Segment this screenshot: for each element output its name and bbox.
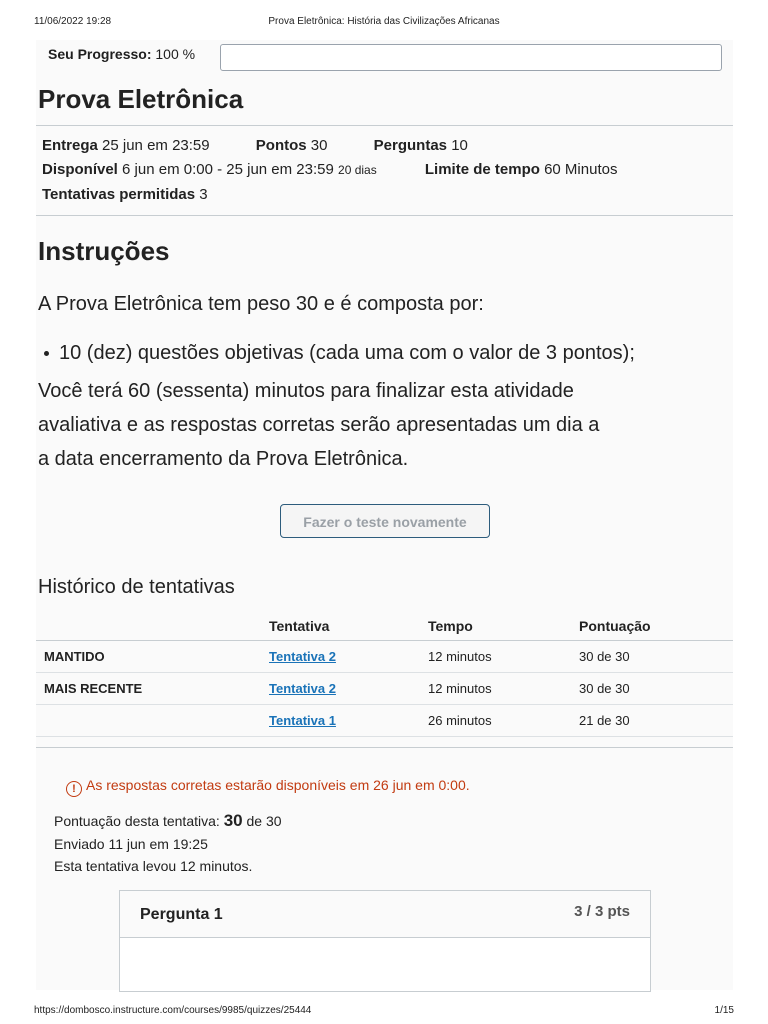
instructions-bullet-text: 10 (dez) questões objetivas (cada uma com o valor de 3 pontos); — [59, 342, 635, 364]
attempts-value: 3 — [199, 186, 208, 203]
time-limit-label: Limite de tempo — [424, 161, 540, 178]
attempt-time: 26 minutos — [427, 705, 578, 737]
table-row — [36, 641, 733, 673]
available-value: 6 jun em 0:00 - 25 jun em 23:59 — [122, 161, 334, 178]
print-title: Prova Eletrônica: História das Civilizações Africanas — [268, 16, 500, 27]
column-header — [36, 612, 257, 641]
progress-fill — [221, 45, 721, 70]
instructions-title: Instruções — [38, 236, 170, 266]
notice-text: As respostas corretas estarão disponíveis em 26 jun em 0:00. — [86, 777, 470, 793]
print-page-number: 1/15 — [714, 1005, 734, 1016]
instructions-line-1: Você terá 60 (sessenta) minutos para finalizar esta atividade — [38, 380, 574, 402]
attempt-history-table — [36, 612, 733, 737]
quiz-details-row-2 — [42, 161, 617, 178]
attempt-status: MAIS RECENTE — [36, 673, 257, 705]
attempt-link[interactable]: Tentativa 1 — [269, 713, 336, 728]
points-value: 30 — [310, 137, 328, 154]
print-datetime: 11/06/2022 19:28 — [34, 16, 112, 27]
instructions-line-3: a data encerramento da Prova Eletrônica. — [38, 448, 409, 470]
page-title: Prova Eletrônica — [38, 84, 244, 114]
question-header — [120, 891, 650, 938]
table-row — [36, 673, 733, 705]
due-label: Entrega — [42, 137, 98, 154]
attempt-score: 30 de 30 — [578, 673, 733, 705]
score-value: 30 — [223, 811, 243, 830]
bullet-dot — [44, 351, 49, 356]
attempt-link[interactable]: Tentativa 2 — [269, 649, 336, 664]
attempt-status: MANTIDO — [36, 641, 257, 673]
question-title: Pergunta 1 — [140, 906, 223, 923]
quiz-details-row-1 — [42, 137, 468, 154]
attempt-link[interactable]: Tentativa 2 — [269, 681, 336, 696]
column-header: Pontuação — [578, 612, 733, 641]
attempt-history-title: Histórico de tentativas — [38, 576, 235, 598]
alert-icon: ! — [66, 781, 82, 797]
progress-bar — [220, 44, 722, 71]
attempts-label: Tentativas permitidas — [42, 186, 196, 203]
divider — [36, 125, 733, 126]
table-header-row — [36, 612, 733, 641]
print-url: https://dombosco.instructure.com/courses/9985/quizzes/25444 — [34, 1005, 312, 1016]
column-header: Tempo — [427, 612, 578, 641]
instructions-intro: A Prova Eletrônica tem peso 30 e é composta por: — [38, 293, 484, 315]
column-header: Tentativa — [257, 612, 427, 641]
progress-label-row — [48, 46, 195, 62]
attempt-status — [36, 705, 257, 737]
attempt-time: 12 minutos — [427, 673, 578, 705]
attempt-score: 21 de 30 — [578, 705, 733, 737]
question-card — [119, 890, 651, 992]
divider — [36, 215, 733, 216]
attempt-score-line — [54, 811, 282, 831]
due-value: 25 jun em 23:59 — [102, 137, 210, 154]
attempt-score: 30 de 30 — [578, 641, 733, 673]
available-label: Disponível — [42, 161, 118, 178]
quiz-content — [36, 40, 733, 990]
points-label: Pontos — [255, 137, 307, 154]
time-limit-value: 60 Minutos — [544, 161, 618, 178]
question-points: 3 / 3 pts — [574, 903, 630, 920]
retry-quiz-button[interactable]: Fazer o teste novamente — [280, 504, 490, 538]
progress-label: Seu Progresso: — [48, 46, 152, 62]
instructions-bullet — [44, 342, 635, 365]
duration-line: Esta tentativa levou 12 minutos. — [54, 858, 253, 874]
attempt-time: 12 minutos — [427, 641, 578, 673]
quiz-details-row-3 — [42, 186, 208, 203]
instructions-line-2: avaliativa e as respostas corretas serão apresentadas um dia a — [38, 414, 600, 436]
divider — [36, 747, 733, 748]
questions-value: 10 — [451, 137, 468, 154]
questions-label: Perguntas — [373, 137, 448, 154]
available-days: 20 dias — [338, 163, 377, 177]
submitted-line: Enviado 11 jun em 19:25 — [54, 836, 208, 852]
table-row — [36, 705, 733, 737]
score-total: de 30 — [246, 813, 282, 829]
progress-value: 100 % — [155, 46, 196, 62]
answers-availability-notice — [66, 777, 470, 797]
score-label: Pontuação desta tentativa: — [54, 813, 220, 829]
